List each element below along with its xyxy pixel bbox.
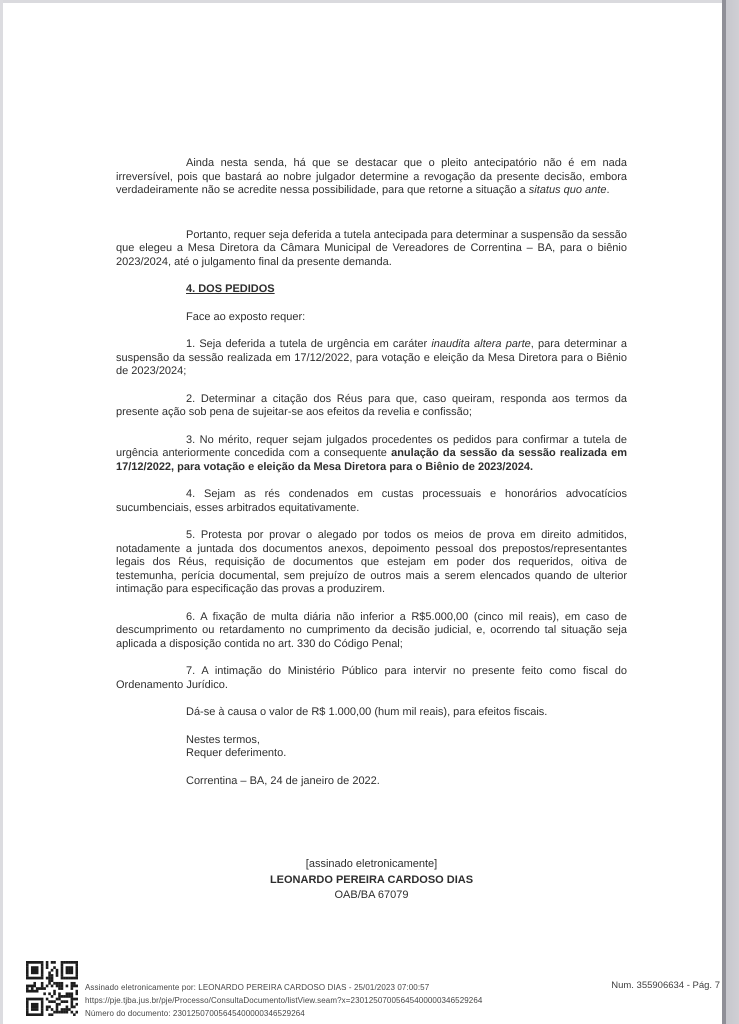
paragraph: Correntina – BA, 24 de janeiro de 2022.	[186, 774, 380, 787]
paragraph: 4. Sejam as rés condenados em custas processuais e honorários advocatícios sucumbenciais, esses arbitrados equitativamente.	[116, 488, 627, 514]
section-heading: 4. DOS PEDIDOS	[186, 283, 275, 295]
signature-name: LEONARDO PEREIRA CARDOSO DIAS	[269, 873, 474, 886]
signature-oab-number: OAB/BA 67079	[334, 889, 409, 901]
signature-electronic-label: [assinado eletronicamente]	[305, 858, 438, 870]
signature-block	[116, 857, 627, 904]
page-right-shadow	[722, 0, 739, 1024]
paragraph: Face ao exposto requer:	[186, 310, 306, 323]
stamp-signed-by: Assinado eletronicamente por: LEONARDO PEREIRA CARDOSO DIAS - 25/01/2023 07:00:57	[85, 983, 430, 992]
page-top-edge	[0, 0, 739, 3]
paragraph: Dá-se à causa o valor de R$ 1.000,00 (hum mil reais), para efeitos fiscais.	[186, 706, 548, 718]
page-left-edge	[0, 0, 3, 1024]
paragraph: 3. No mérito, requer sejam julgados procedentes os pedidos para confirmar a tutela de urgência anteriormente concedida com a consequente anulação da sessão da sessão realizada em 17/12/2022, para votação e eleição da Mesa Diretora para o Biênio de 2023/2024.	[116, 433, 627, 473]
stamp-verification-url: https://pje.tjba.jus.br/pje/Processo/ConsultaDocumento/listView.seam?x=23012507005645400000346529264	[85, 996, 483, 1006]
page-number-reference: Num. 355906634 - Pág. 7	[611, 980, 720, 991]
paragraph: Ainda nesta senda, há que se destacar que o pleito antecipatório não é em nada irreversível, pois que bastará ao nobre julgador determine a revogação da presente decisão, embora verdadeiramente não se acredite nessa possibilidade, para que retorne a situação a sitatus quo ante.	[116, 157, 627, 196]
paragraph: 7. A intimação do Ministério Público para intervir no presente feito como fiscal do Ordenamento Jurídico.	[116, 665, 627, 691]
paragraph: 5. Protesta por provar o alegado por todos os meios de prova em direito admitidos, notadamente a juntada dos documentos anexos, depoimento pessoal dos prepostos/representantes legais dos Réus, requisição de documentos que estejam em poder dos requeridos, oitiva de testemunha, perícia documental, sem prejuízo de outros mais a serem elencados quando de ulterior intimação para especificação das provas a produzirem.	[116, 529, 627, 595]
qr-code-icon	[26, 961, 78, 1016]
paragraph: 1. Seja deferida a tutela de urgência em caráter inaudita altera parte, para determinar a suspensão da sessão realizada em 17/12/2022, para votação e eleição da Mesa Diretora para o Biênio de 2023/2024;	[116, 338, 628, 377]
paragraph: Nestes termos, Requer deferimento.	[186, 733, 287, 759]
paragraph: 2. Determinar a citação dos Réus para que, caso queiram, responda aos termos da presente ação sob pena de sujeitar-se aos efeitos da revelia e confissão;	[116, 392, 627, 418]
stamp-document-number: Número do documento: 23012507005645400000346529264	[85, 1009, 305, 1019]
paragraph: Portanto, requer seja deferida a tutela antecipada para determinar a suspensão da sessão que elegeu a Mesa Diretora da Câmara Municipal de Vereadores de Correntina – BA, para o biênio 2023/2024, até o julgamento final da presente demanda.	[116, 228, 627, 268]
document-body	[116, 157, 627, 802]
signature-stamp	[85, 981, 482, 1021]
paragraph: 6. A fixação de multa diária não inferior a R$5.000,00 (cinco mil reais), em caso de descumprimento ou retardamento no cumprimento da decisão judicial, e, ocorrendo tal situação seja aplicada a disposição contida no art. 330 do Código Penal;	[116, 610, 627, 650]
